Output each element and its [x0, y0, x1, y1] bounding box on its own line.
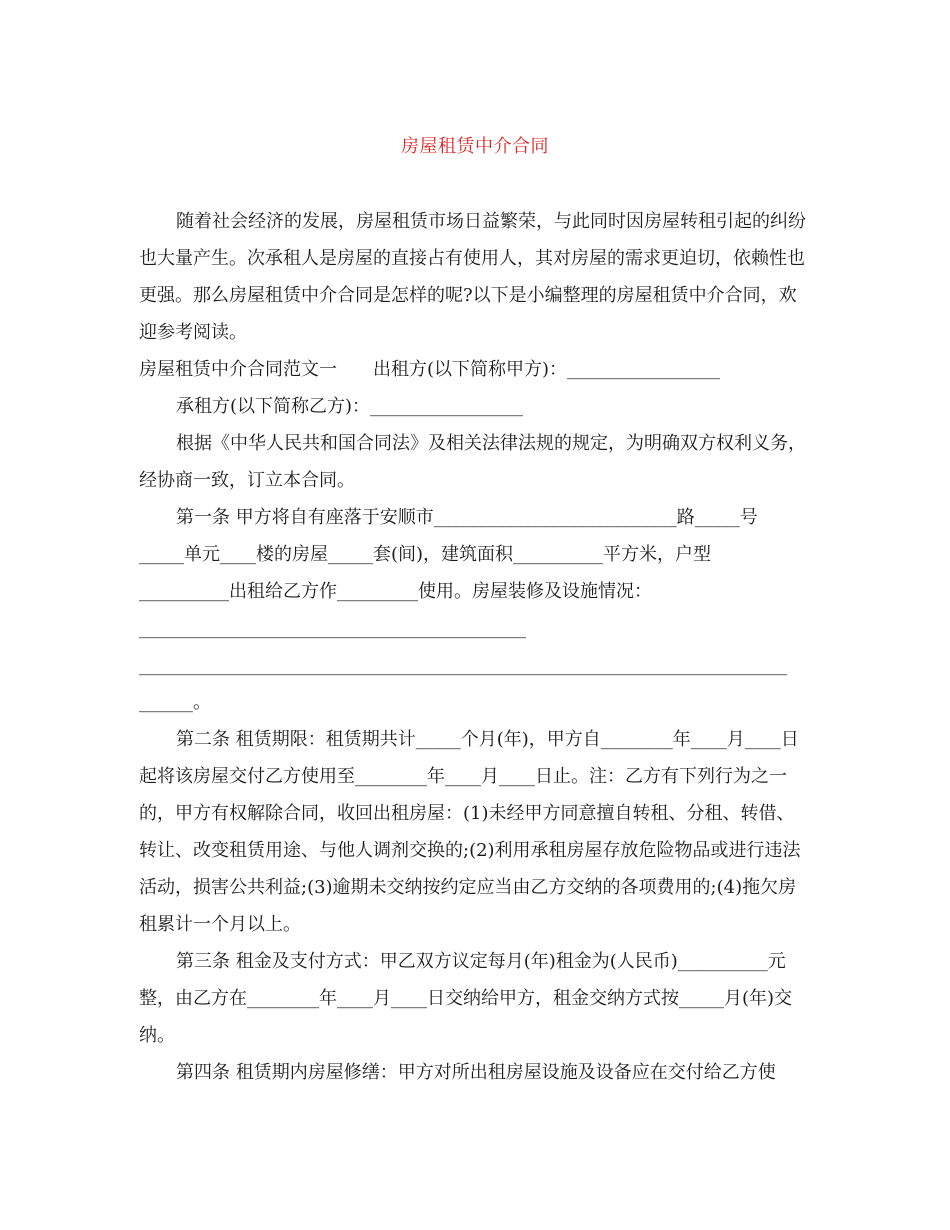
article-3-paragraph: 第三条 租金及支付方式：甲乙双方议定每月(年)租金为(人民币)__________元整，由乙方在________年____月____日交纳给甲方，租金交纳方式按_____月(年)交纳。	[139, 951, 793, 1046]
article-2-paragraph: 第二条 租赁期限：租赁期共计_____个月(年)，甲方自________年____月____日起将该房屋交付乙方使用至________年____月____日止。注：乙方有下列行为之一的，甲方有权解除合同，收回出租房屋：(1)未经甲方同意擅自转租、分租、转借、转让、改变租赁用途、与他人调剂交换的;(2)利用承租房屋存放危险物品或进行违法活动，损害公共利益;(3)逾期未交纳按约定应当由乙方交纳的各项费用的;(4)拖欠房租累计一个月以上。	[139, 729, 801, 935]
lessee-paragraph: 承租方(以下简称乙方)：_________________	[176, 396, 524, 417]
article-1-block	[139, 499, 811, 721]
basis-paragraph: 根据《中华人民共和国合同法》及相关法律法规的规定，为明确双方权利义务，经协商一致，订立本合同。	[139, 433, 806, 491]
document-body	[139, 203, 811, 1091]
article-4-paragraph: 第四条 租赁期内房屋修缮：甲方对所出租房屋设施及设备应在交付给乙方使	[176, 1062, 776, 1083]
article-1-line: __________出租给乙方作_________使用。房屋装修及设施情况：	[139, 581, 652, 602]
article-1-line: ________________________________________________________________________	[139, 655, 787, 676]
article-1-line: ___________________________________________	[139, 618, 526, 639]
article-1-line: _____单元____楼的房屋_____套(间)，建筑面积__________平方米，户型	[139, 544, 712, 565]
document-title: 房屋租赁中介合同	[401, 136, 549, 157]
sample-heading-paragraph: 房屋租赁中介合同范文一 出租方(以下简称甲方)：_________________	[139, 359, 721, 380]
article-1-line: 第一条 甲方将自有座落于安顺市___________________________路_____号	[176, 507, 758, 528]
intro-paragraph: 随着社会经济的发展，房屋租赁市场日益繁荣，与此同时因房屋转租引起的纠纷也大量产生。次承租人是房屋的直接占有使用人，其对房屋的需求更迫切，依赖性也更强。那么房屋租赁中介合同是怎样的呢?以下是小编整理的房屋租赁中介合同，欢迎参考阅读。	[139, 211, 806, 343]
article-1-line: ______。	[139, 692, 211, 713]
